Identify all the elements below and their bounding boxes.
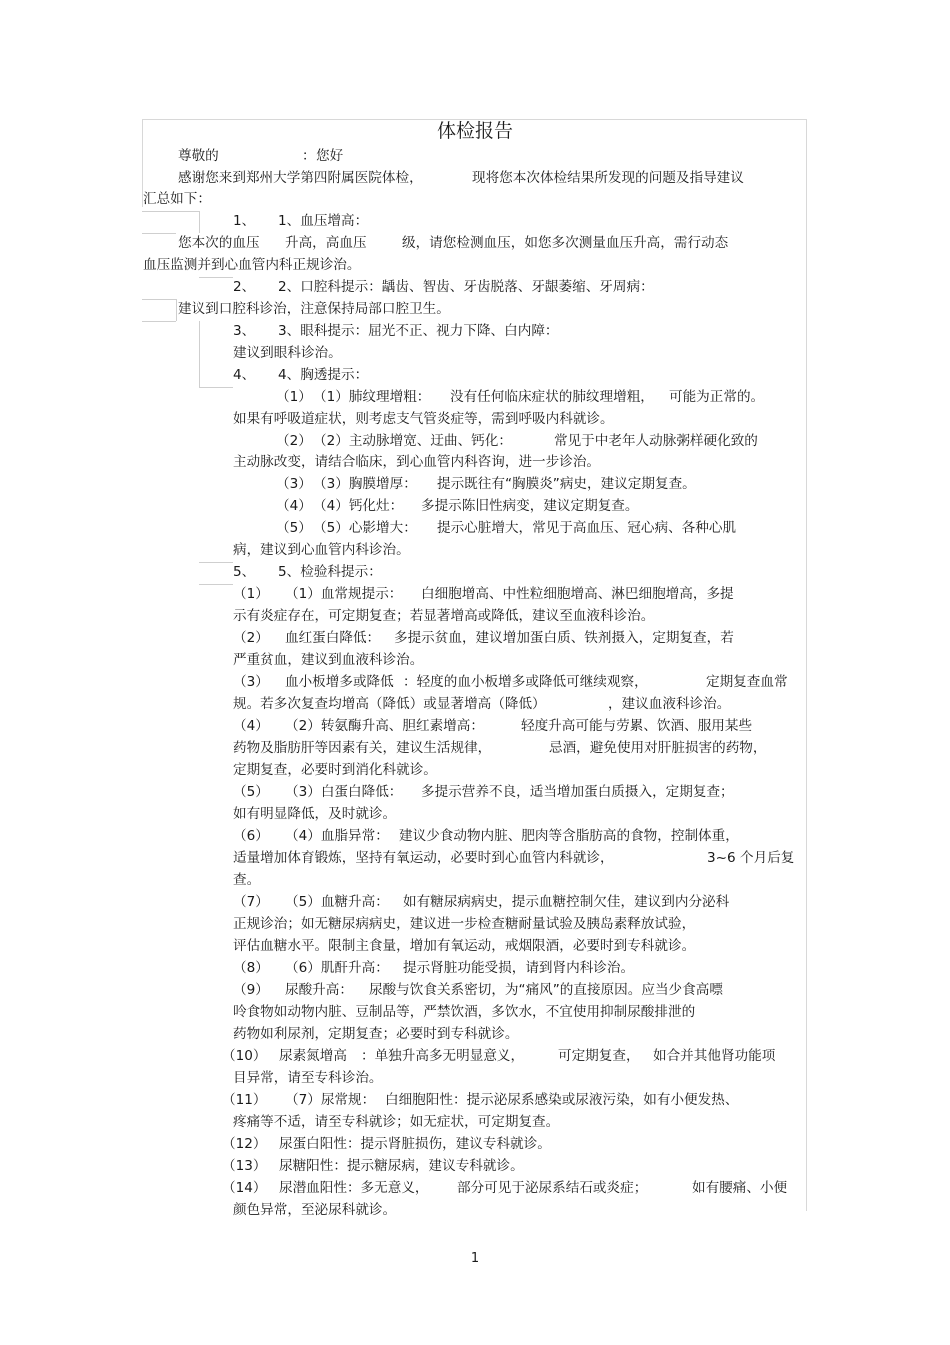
report-text-line: 级，请您检测血压，如您多次测量血压升高，需行动态 [402,235,729,251]
report-text-line: 汇总如下： [143,191,211,207]
report-text-line: 3、 [233,323,256,339]
report-text-line: 定期复查，必要时到消化科就诊。 [233,762,437,778]
page-number: 1 [470,1251,480,1266]
report-text-line: 白细胞阳性：提示泌尿系感染或尿液污染，如有小便发热、 [385,1092,739,1108]
table-cell-divider [199,321,200,387]
report-text-line: （6）肌酐升高： [285,960,389,976]
table-cell-stub [142,233,176,234]
table-cell-stub [142,211,199,212]
report-text-line: 如合并其他肾功能项 [653,1048,776,1064]
report-text-line: ：单独升高多无明显意义， [361,1048,525,1064]
report-text-line: 忌酒，避免使用对肝脏损害的药物， [549,740,767,756]
document-title: 体检报告 [436,120,513,142]
report-text-line: 5、检验科提示： [278,564,382,580]
report-text-line: 建议到眼科诊治。 [233,345,342,361]
report-text-line: 感谢您来到郑州大学第四附属医院体检， [178,170,423,186]
table-cell-stub [199,277,233,278]
report-text-line: 如有糖尿病病史，提示血糖控制欠佳，建议到内分泌科 [403,894,730,910]
report-text-line: 呤食物如动物内脏、豆制品等，严禁饮酒，多饮水，不宜使用抑制尿酸排泄的 [233,1004,696,1020]
report-text-line: 定期复查血常 [706,674,788,690]
report-text-line: 尿糖阳性：提示糖尿病，建议专科就诊。 [279,1158,524,1174]
report-text-line: 示有炎症存在，可定期复查；若显著增高或降低，建议至血液科诊治。 [233,608,655,624]
report-text-line: 建议少食动物内脏、肥肉等含脂肪高的食物，控制体重， [399,828,739,844]
report-text-line: 如果有呼吸道症状，则考虑支气管炎症等，需到呼吸内科就诊。 [233,411,614,427]
report-text-line: （14） [222,1180,267,1196]
report-text-line: （1）血常规提示： [285,586,403,602]
report-text-line: 1、血压增高： [278,213,369,229]
report-text-line: （1）肺纹理增粗： [313,389,431,405]
report-text-line: 建议到口腔科诊治，注意保持局部口腔卫生。 [178,301,450,317]
report-text-line: 正规诊治；如无糖尿病病史，建议进一步检查糖耐量试验及胰岛素释放试验， [233,916,696,932]
report-text-line: 常见于中老年人动脉粥样硬化致的 [554,433,758,449]
table-cell-divider [176,299,177,321]
report-text-line: 多提示营养不良，适当增加蛋白质摄入，定期复查； [421,784,734,800]
report-text-line: 4、 [233,367,256,383]
report-text-line: ：轻度的血小板增多或降低可继续观察， [403,674,648,690]
report-text-line: 您好 [316,148,344,164]
report-text-line: （4） [276,498,312,514]
report-text-line: 多提示陈旧性病变，建议定期复查。 [421,498,639,514]
report-text-line: ，建议血液科诊治。 [608,696,731,712]
report-text-line: （10） [222,1048,267,1064]
report-text-line: 药物及脂肪肝等因素有关，建议生活规律， [233,740,492,756]
report-text-line: 目异常，请至专科诊治。 [233,1070,383,1086]
report-text-line: 评估血糖水平。限制主食量，增加有氧运动，戒烟限酒，必要时到专科就诊。 [233,938,696,954]
report-text-line: （1） [276,389,312,405]
report-text-line: 尿潜血阳性：多无意义， [279,1180,429,1196]
report-text-line: 尿酸与饮食关系密切，为“痛风”的直接原因。应当少食高嘌 [369,982,723,998]
report-text-line: 轻度升高可能与劳累、饮酒、服用某些 [521,718,753,734]
report-text-line: （5）血糖升高： [285,894,389,910]
report-text-line: （7）尿常规： [285,1092,376,1108]
report-text-line: 3、眼科提示：屈光不正、视力下降、白内障： [278,323,559,339]
report-text-line: ： [302,148,316,164]
report-text-line: （11） [222,1092,267,1108]
report-text-line: 提示肾脏功能受损，请到肾内科诊治。 [403,960,635,976]
report-text-line: （5）心影增大： [313,520,417,536]
report-text-line: 适量增加体育锻炼，坚持有氧运动，必要时到心血管内科就诊， [233,850,614,866]
table-cell-stub [199,387,233,388]
report-text-line: 可能为正常的。 [669,389,765,405]
table-cell-divider [199,211,200,233]
report-text-line: （8） [233,960,269,976]
report-text-line: 疼痛等不适，请至专科就诊；如无症状，可定期复查。 [233,1114,560,1130]
report-text-line: 药物如利尿剂，定期复查；必要时到专科就诊。 [233,1026,519,1042]
report-text-line: 4、胸透提示： [278,367,369,383]
report-text-line: 2、口腔科提示：龋齿、智齿、牙齿脱落、牙龈萎缩、牙周病： [278,279,654,295]
table-cell-stub [199,584,233,585]
report-text-line: 病，建议到心血管内科诊治。 [233,542,410,558]
report-text-line: 血压监测并到心血管内科正规诊治。 [143,257,361,273]
report-text-line: （3）白蛋白降低： [285,784,403,800]
table-cell-stub [142,299,176,300]
table-cell-stub [199,562,233,563]
report-text-line: （2） [233,630,269,646]
report-text-line: （2） [276,433,312,449]
report-text-line: （12） [222,1136,267,1152]
report-text-line: （4）钙化灶： [313,498,404,514]
report-text-line: 颜色异常，至泌尿科就诊。 [233,1202,397,1218]
report-text-line: （5） [276,520,312,536]
report-text-line: 您本次的血压 [178,235,260,251]
report-text-line: 查。 [233,872,261,888]
report-text-line: （6） [233,828,269,844]
report-text-line: 主动脉改变，请结合临床，到心血管内科咨询，进一步诊治。 [233,454,601,470]
report-text-line: 部分可见于泌尿系结石或炎症； [457,1180,648,1196]
report-text-line: 没有任何临床症状的肺纹理增粗， [450,389,654,405]
report-text-line: 如有腰痛、小便 [692,1180,788,1196]
report-text-line: 规。若多次复查均增高（降低）或显著增高（降低） [233,696,546,712]
report-text-line: （3） [233,674,269,690]
report-text-line: 尊敬的 [178,148,219,164]
report-text-line: 严重贫血，建议到血液科诊治。 [233,652,424,668]
report-text-line: 5、 [233,564,256,580]
report-text-line: 2、 [233,279,256,295]
report-text-line: （4） [233,718,269,734]
table-cell-stub [142,321,176,322]
report-text-line: （4）血脂异常： [285,828,389,844]
report-text-line: （3）胸膜增厚： [313,476,417,492]
report-text-line: （2）转氨酶升高、胆红素增高： [285,718,484,734]
report-text-line: 多提示贫血，建议增加蛋白质、铁剂摄入，定期复查，若 [394,630,734,646]
report-text-line: （9） [233,982,269,998]
report-text-line: 现将您本次体检结果所发现的问题及指导建议 [472,170,744,186]
report-text-line: 尿蛋白阳性：提示肾脏损伤，建议专科就诊。 [279,1136,551,1152]
report-text-line: 3~6 个月后复 [707,850,795,866]
report-text-line: 提示既往有“胸膜炎”病史，建议定期复查。 [437,476,696,492]
report-text-line: 尿酸升高： [285,982,353,998]
report-text-line: 可定期复查， [558,1048,640,1064]
report-text-line: 1、 [233,213,256,229]
report-text-line: （3） [276,476,312,492]
report-text-line: 如有明显降低，及时就诊。 [233,806,397,822]
report-text-line: 血红蛋白降低： [285,630,381,646]
report-text-line: 尿素氮增高 [279,1048,347,1064]
report-text-line: （5） [233,784,269,800]
report-text-line: （2）主动脉增宽、迂曲、钙化： [313,433,512,449]
report-text-line: （1） [233,586,269,602]
report-text-line: （13） [222,1158,267,1174]
report-text-line: 白细胞增高、中性粒细胞增高、淋巴细胞增高，多提 [421,586,734,602]
report-text-line: 血小板增多或降低 [285,674,394,690]
report-text-line: 升高，高血压 [285,235,367,251]
report-text-line: 提示心脏增大，常见于高血压、冠心病、各种心肌 [437,520,737,536]
report-text-line: （7） [233,894,269,910]
table-border-right [806,119,807,1211]
